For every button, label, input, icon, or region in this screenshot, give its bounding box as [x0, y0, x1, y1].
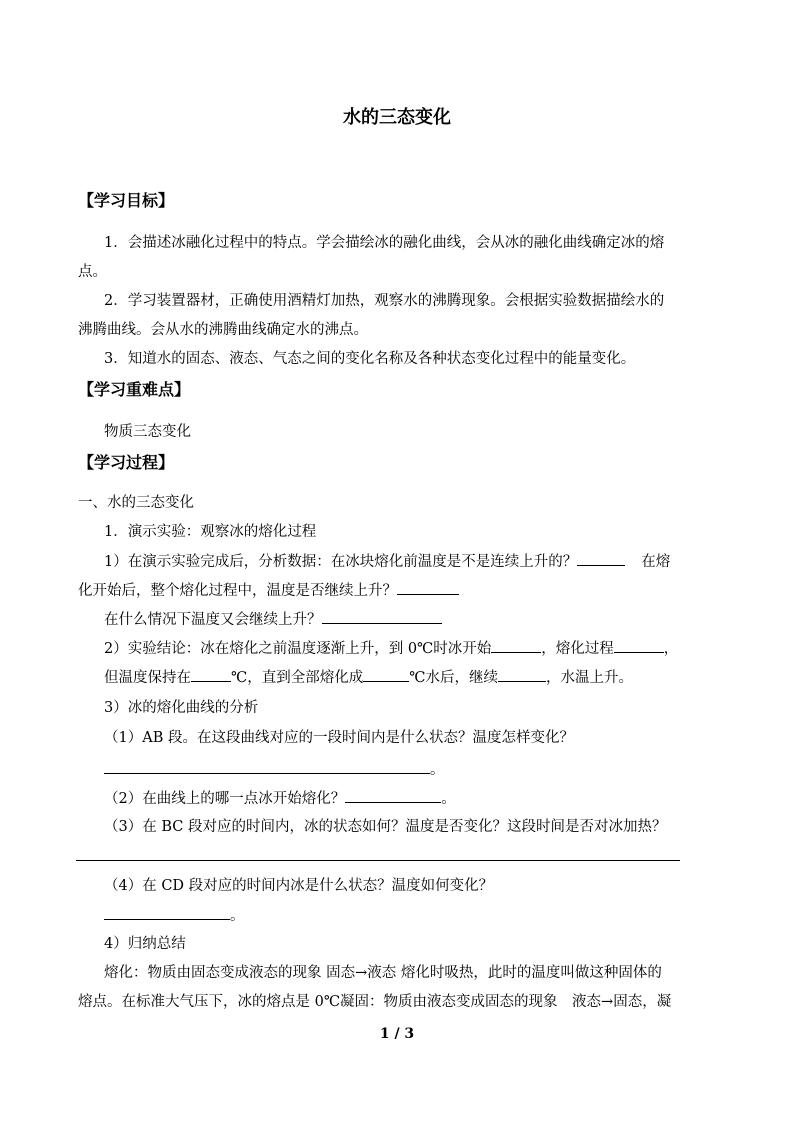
answer-blank-2[interactable]	[397, 580, 459, 595]
question-1-line-2	[78, 580, 459, 601]
answer-blank-8[interactable]	[498, 667, 546, 682]
question-2-line-2	[104, 667, 633, 688]
question-2-text-e: ℃，直到全部熔化成	[231, 670, 364, 686]
page-title: 水的三态变化	[343, 107, 451, 128]
goal-2-line-2: 沸腾曲线。会从水的沸腾曲线确定水的沸点。	[78, 322, 368, 338]
sub-question-4-answer-line	[104, 905, 245, 926]
question-2-text-g: ，水温上升。	[545, 670, 633, 686]
question-1-line-3	[104, 609, 442, 630]
sub-question-4: （4）在 CD 段对应的时间内冰是什么状态？温度如何变化？	[104, 878, 494, 894]
summary-line-1: 熔化：物质由固态变成液态的现象 固态→液态 熔化时吸热，此时的温度叫做这种固体的	[104, 965, 662, 981]
page-number: 1 / 3	[379, 1026, 415, 1042]
question-1-text-d: 在什么情况下温度又会继续上升？	[104, 612, 322, 628]
question-2-text-d: 但温度保持在	[104, 670, 191, 686]
question-2-text-c: ，	[663, 641, 679, 657]
heading-learning-goals: 【学习目标】	[78, 191, 175, 210]
question-3-title: 3）冰的熔化曲线的分析	[104, 700, 259, 716]
heading-key-points: 【学习重难点】	[78, 380, 191, 399]
summary-line-2: 熔点。在标准大气压下，冰的熔点是 0℃凝固：物质由液态变成固态的现象 液态→固态，凝	[78, 994, 672, 1010]
goal-1-line-2: 点。	[78, 264, 107, 280]
question-2-text-b: ，熔化过程	[541, 641, 614, 657]
sub-question-3: （3）在 BC 段对应的时间内，冰的状态如何？温度是否变化？这段时间是否对冰加热？	[104, 819, 667, 835]
question-2-line-1	[104, 638, 678, 659]
sub-question-1-answer-line	[104, 759, 445, 780]
heading-learning-process: 【学习过程】	[78, 453, 175, 472]
goal-3: 3．知道水的固态、液态、气态之间的变化名称及各种状态变化过程中的能量变化。	[104, 351, 636, 367]
answer-blank-9[interactable]	[104, 759, 430, 774]
sub-question-2-period: 。	[441, 791, 456, 807]
part-1-title: 一、水的三态变化	[78, 495, 194, 511]
answer-blank-6[interactable]	[191, 667, 231, 682]
experiment-1-title: 1．演示实验：观察冰的熔化过程	[104, 524, 317, 540]
answer-blank-11[interactable]	[104, 905, 230, 920]
sub-question-1: （1）AB 段。在这段曲线对应的一段时间内是什么状态？温度怎样变化？	[104, 730, 574, 746]
answer-blank-10[interactable]	[345, 788, 441, 803]
key-points-text: 物质三态变化	[104, 424, 191, 440]
question-1-text-c: 化开始后，整个熔化过程中，温度是否继续上升？	[78, 583, 397, 599]
answer-blank-1[interactable]	[577, 551, 625, 566]
question-1-line-1	[104, 551, 670, 572]
answer-line-long[interactable]	[76, 860, 680, 861]
sub-question-4-period: 。	[230, 908, 245, 924]
question-1-text-a: 1）在演示实验完成后，分析数据：在冰块熔化前温度是不是连续上升的？	[104, 554, 578, 570]
answer-blank-7[interactable]	[363, 667, 409, 682]
sub-question-2	[104, 788, 456, 809]
answer-blank-5[interactable]	[614, 638, 664, 653]
answer-blank-4[interactable]	[491, 638, 541, 653]
goal-2-line-1: 2．学习装置器材，正确使用酒精灯加热，观察水的沸腾现象。会根据实验数据描绘水的	[104, 293, 665, 309]
sub-question-1-period: 。	[430, 762, 445, 778]
goal-1-line-1: 1．会描述冰融化过程中的特点。学会描绘冰的融化曲线，会从冰的融化曲线确定冰的熔	[104, 235, 665, 251]
sub-question-2-text: （2）在曲线上的哪一点冰开始熔化？	[104, 791, 346, 807]
question-1-text-b: 在熔	[641, 554, 671, 570]
answer-blank-3[interactable]	[322, 609, 442, 624]
question-2-text-f: ℃水后，继续	[409, 670, 498, 686]
question-2-text-a: 2）实验结论：冰在熔化之前温度逐渐上升，到 0℃时冰开始	[104, 641, 492, 657]
question-4-title: 4）归纳总结	[104, 936, 186, 952]
